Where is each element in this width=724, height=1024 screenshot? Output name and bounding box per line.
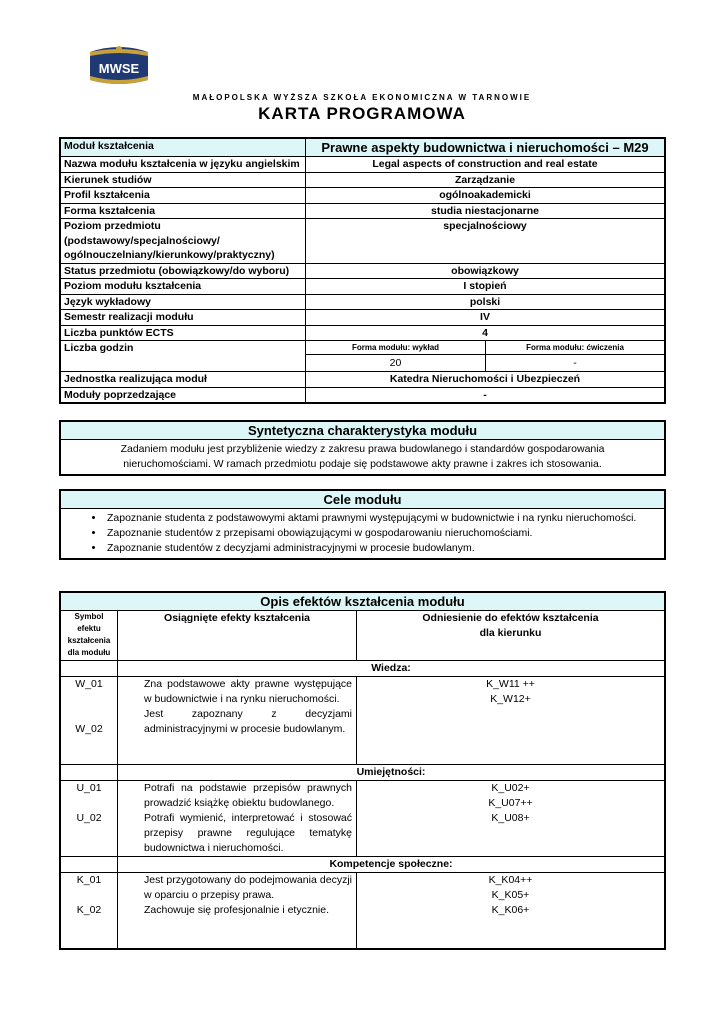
symbol-header-line: efektu — [77, 624, 101, 633]
symbol-header — [61, 611, 118, 661]
logo-text: MWSE — [98, 61, 140, 76]
symbol-u02: U_02 — [76, 812, 102, 824]
outcome-w01: Zna podstawowe akty prawne występujące w budownictwie i na rynku nieruchomości. — [144, 678, 352, 705]
wyklad-hours: 20 — [306, 355, 486, 372]
section-body — [61, 440, 664, 474]
outcomes-table — [61, 610, 664, 948]
section-title: Syntetyczna charakterystyka modułu — [61, 422, 664, 440]
status-value: obowiązkowy — [306, 263, 666, 279]
list-item: • Zapoznanie studenta z podstawowymi aktami prawnymi występującymi w budownictwie i na rynku nieruchomości. — [105, 511, 664, 526]
symbol-k02: K_02 — [76, 904, 102, 916]
poziom-przedmiotu-label-line1: Poziom przedmiotu — [64, 220, 161, 232]
ects-value: 4 — [306, 325, 666, 341]
outcome-k01: Jest przygotowany do podejmowania decyzji w oparciu o przepisy prawa. — [144, 874, 352, 901]
profil-value: ogólnoakademicki — [306, 188, 666, 204]
document-title: KARTA PROGRAMOWA — [258, 104, 466, 123]
institution-name: MAŁOPOLSKA WYŻSZA SZKOŁA EKONOMICZNA W TARNOWIE — [192, 93, 532, 102]
reference-code: K_U07++ — [488, 797, 533, 809]
module-goals-section — [59, 489, 666, 560]
symbol-k01: K_01 — [76, 874, 102, 886]
section-title: Opis efektów kształcenia modułu — [61, 593, 664, 610]
status-label: Status przedmiotu (obowiązkowy/do wyboru) — [60, 263, 306, 279]
reference-header-line: Odniesienie do efektów kształcenia — [422, 612, 599, 624]
godziny-label: Liczba godzin — [60, 341, 306, 372]
list-item: • Zapoznanie studentów z przepisami obowiązującymi w gospodarowaniu nieruchomościami. — [105, 526, 664, 541]
body-line-1: Zadaniem modułu jest przybliżenie wiedzy z zakresu prawa budowlanego i standardów gospodarowania — [120, 443, 605, 455]
modul-value: Prawne aspekty budownictwa i nieruchomości – M29 — [306, 138, 666, 157]
list-item: • Zapoznanie studentów z decyzjami administracyjnymi w procesie budowlanym. — [105, 541, 664, 556]
profil-label: Profil kształcenia — [60, 188, 306, 204]
reference-code: K_K06+ — [491, 904, 530, 916]
semestr-value: IV — [306, 310, 666, 326]
row-modul — [60, 138, 665, 157]
section-title: Cele modułu — [61, 491, 664, 509]
module-info-table — [59, 137, 666, 404]
symbol-u01: U_01 — [76, 782, 102, 794]
outcome-u01: Potrafi na podstawie przepisów prawnych prowadzić książkę obiektu budowlanego. — [144, 782, 352, 809]
goals-list — [61, 511, 664, 556]
jednostka-label: Jednostka realizująca moduł — [60, 372, 306, 388]
symbol-header-line: Symbol — [74, 612, 104, 621]
jezyk-label: Język wykładowy — [60, 294, 306, 310]
kierunek-label: Kierunek studiów — [60, 172, 306, 188]
reference-code: K_U02+ — [491, 782, 530, 794]
umiejetnosci-heading: Umiejętności: — [118, 765, 665, 781]
outcome-cell — [118, 677, 357, 765]
reference-cell — [357, 781, 665, 857]
name-en-value: Legal aspects of construction and real estate — [306, 157, 666, 173]
kompetencje-heading: Kompetencje społeczne: — [118, 857, 665, 873]
outcome-cell — [118, 873, 357, 948]
poziom-przedmiotu-label-line2: (podstawowy/specjalnościowy/ — [64, 234, 220, 247]
reference-code: K_K05+ — [491, 889, 530, 901]
outcome-k02: Zachowuje się profesjonalnie i etycznie. — [144, 904, 330, 916]
reference-code: K_W11 ++ — [486, 678, 535, 690]
outcome-cell — [118, 781, 357, 857]
synthetic-characteristics-section — [59, 420, 666, 476]
forma-value: studia niestacjonarne — [306, 203, 666, 219]
body-line-2: nieruchomościami. W ramach przedmiotu podaje się podstawowe akty prawne i zakres ich stosowania. — [123, 458, 602, 470]
cwiczenia-hours: - — [486, 355, 666, 372]
modul-label: Moduł kształcenia — [60, 138, 306, 157]
poziom-modulu-label: Poziom modułu kształcenia — [60, 279, 306, 295]
reference-code: K_W12+ — [490, 693, 531, 705]
symbol-cell — [61, 873, 118, 948]
jednostka-value: Katedra Nieruchomości i Ubezpieczeń — [306, 372, 666, 388]
reference-code: K_U08+ — [491, 812, 530, 824]
reference-code: K_K04++ — [488, 874, 533, 886]
poprzedzajace-label: Moduły poprzedzające — [60, 387, 306, 403]
forma-label: Forma kształcenia — [60, 203, 306, 219]
poziom-przedmiotu-label-line3: ogólnouczelniany/kierunkowy/praktyczny) — [64, 249, 275, 261]
learning-outcomes-section — [59, 591, 666, 950]
poprzedzajace-value: - — [306, 387, 666, 403]
outcome-w02: Jest zapoznany z decyzjami administracyjnymi w procesie budowlanym. — [144, 708, 352, 735]
jezyk-value: polski — [306, 294, 666, 310]
symbol-cell — [61, 781, 118, 857]
wyklad-header: Forma modułu: wykład — [306, 341, 486, 355]
semestr-label: Semestr realizacji modułu — [60, 310, 306, 326]
symbol-cell — [61, 677, 118, 765]
institution-logo — [86, 42, 152, 92]
name-en-label: Nazwa modułu kształcenia w języku angielskim — [60, 157, 306, 173]
cwiczenia-header: Forma modułu: ćwiczenia — [486, 341, 666, 355]
poziom-przedmiotu-label — [60, 219, 306, 264]
poziom-modulu-value: I stopień — [306, 279, 666, 295]
outcome-u02: Potrafi wymienić, interpretować i stosować przepisy prawne regulujące tematykę budownictwa i nieruchomości. — [144, 812, 352, 854]
reference-header-line: dla kierunku — [479, 627, 542, 639]
symbol-header-line: dla modułu — [67, 648, 111, 657]
poziom-przedmiotu-value: specjalnościowy — [306, 219, 666, 264]
reference-header — [357, 611, 665, 661]
symbol-w01: W_01 — [75, 678, 103, 690]
ects-label: Liczba punktów ECTS — [60, 325, 306, 341]
symbol-header-line: kształcenia — [67, 636, 111, 645]
outcomes-header: Osiągnięte efekty kształcenia — [118, 611, 357, 661]
symbol-w02: W_02 — [75, 723, 103, 735]
wiedza-heading: Wiedza: — [118, 661, 665, 677]
reference-cell — [357, 873, 665, 948]
kierunek-value: Zarządzanie — [306, 172, 666, 188]
reference-cell — [357, 677, 665, 765]
